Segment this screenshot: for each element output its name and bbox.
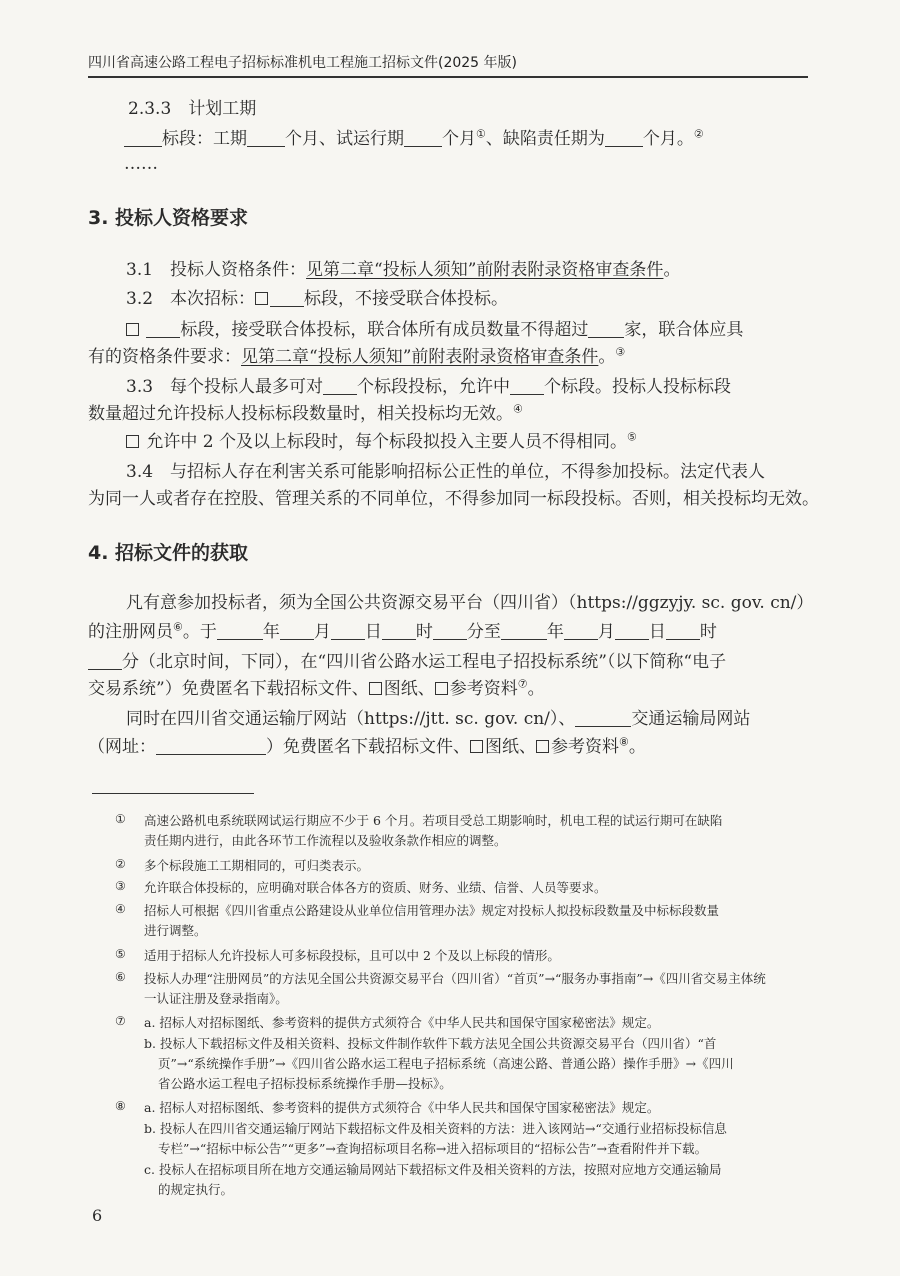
footnote-6-number: ⑥ [115, 970, 126, 984]
footnote-2-number: ② [115, 857, 126, 871]
ellipsis: …… [124, 154, 158, 174]
footnote-5-number: ⑤ [115, 947, 126, 961]
footnote-7-number: ⑦ [115, 1014, 126, 1028]
header-rule [88, 76, 808, 78]
section-4-title: 4. 招标文件的获取 [88, 542, 249, 564]
para-3-3-cont: 数量超过允许投标人投标标段数量时，相关投标均无效。④ [88, 402, 523, 424]
para-4-line5: 同时在四川省交通运输厅网站（https://jtt. sc. gov. cn/）、 交通运输局网站 [126, 709, 751, 729]
footnote-8-line2: b. 投标人在四川省交通运输厅网站下载招标文件及相关资料的方法：进入该网站→“交通行业招标投标信息 [144, 1121, 727, 1136]
footnote-4-line2: 进行调整。 [144, 923, 207, 938]
footnote-7-line1: a. 招标人对招标图纸、参考资料的提供方式须符合《中华人民共和国保守国家秘密法》规定。 [144, 1015, 660, 1030]
para-3-1: 3.1 投标人资格条件：见第二章“投标人须知”前附表附录资格审查条件。 [126, 260, 681, 280]
footnote-8-line1: a. 招标人对招标图纸、参考资料的提供方式须符合《中华人民共和国保守国家秘密法》规定。 [144, 1100, 660, 1115]
footnote-6-line2: 一认证注册及登录指南》。 [144, 991, 288, 1006]
footnote-7-line2: b. 投标人下载招标文件及相关资料、投标文件制作软件下载方法见全国公共资源交易平台（四川省）“首 [144, 1036, 717, 1051]
running-header: 四川省高速公路工程电子招标标准机电工程施工招标文件(2025 年版) [88, 55, 518, 71]
footnote-7-line4: 省公路水运工程电子招标投标系统操作手册—投标》。 [158, 1076, 452, 1091]
checkbox-multi-bid [126, 435, 139, 448]
footnote-2-line1: 多个标段施工工期相同的，可归类表示。 [144, 858, 370, 873]
para-4-line1: 凡有意参加投标者，须为全国公共资源交易平台（四川省）（https://ggzyjy. sc. gov. cn/） [126, 593, 814, 613]
section-2-3-3-line: 标段：工期 个月、试运行期 个月①、缺陷责任期为 个月。② [124, 127, 704, 151]
para-3-4: 3.4 与招标人存在利害关系可能影响招标公正性的单位，不得参加投标。法定代表人 [126, 462, 766, 482]
footnote-rule [92, 793, 254, 794]
para-3-2: 3.2 本次招标： 标段，不接受联合体投标。 [126, 289, 509, 309]
para-3-2-joint: 标段，接受联合体投标，联合体所有成员数量不得超过 家，联合体应具 [126, 318, 743, 342]
page-number: 6 [92, 1206, 103, 1225]
checkbox-joint-bid [126, 323, 139, 336]
para-4-line3: 分（北京时间，下同），在“四川省公路水运工程电子招投标系统”（以下简称“电子 [88, 650, 726, 674]
para-3-2-joint-cont: 有的资格条件要求：见第二章“投标人须知”前附表附录资格审查条件。③ [88, 345, 626, 367]
para-3-4-cont: 为同一人或者存在控股、管理关系的不同单位，不得参加同一标段投标。否则，相关投标均无效。 [88, 489, 819, 509]
para-4-line4: 交易系统”）免费匿名下载招标文件、 图纸、 参考资料⑦。 [88, 677, 545, 699]
checkbox-references [435, 682, 448, 695]
footnote-8-number: ⑧ [115, 1099, 126, 1113]
checkbox-drawings [369, 682, 382, 695]
checkbox-references-2 [536, 740, 549, 753]
footnote-1-number: ① [115, 812, 126, 826]
footnote-8-line3: 专栏”→“招标中标公告”“更多”→查询招标项目名称→进入招标项目的“招标公告”→查看附件并下载。 [158, 1141, 708, 1156]
section-3-title: 3. 投标人资格要求 [88, 207, 249, 229]
footnote-3-line1: 允许联合体投标的，应明确对联合体各方的资质、财务、业绩、信誉、人员等要求。 [144, 880, 607, 895]
section-2-3-3-heading: 2.3.3 计划工期 [128, 99, 257, 119]
para-3-3-option: 允许中 2 个及以上标段时，每个标段拟投入主要人员不得相同。⑤ [126, 430, 637, 454]
footnote-6-line1: 投标人办理“注册网员”的方法见全国公共资源交易平台（四川省）“首页”→“服务办事指南”→《四川省交易主体统 [144, 971, 766, 986]
para-4-line6: （网址： ）免费匿名下载招标文件、 图纸、 参考资料⑧。 [88, 735, 646, 757]
para-3-3: 3.3 每个投标人最多可对 个标段投标，允许中 个标段。投标人投标标段 [126, 377, 732, 397]
footnote-4-line1: 招标人可根据《四川省重点公路建设从业单位信用管理办法》规定对投标人拟投标段数量及中标标段数量 [144, 903, 720, 918]
footnote-3-number: ③ [115, 879, 126, 893]
footnote-8-line4: c. 投标人在招标项目所在地方交通运输局网站下载招标文件及相关资料的方法，按照对应地方交通运输局 [144, 1162, 722, 1177]
footnote-7-line3: 页”→“系统操作手册”→《四川省公路水运工程电子招标系统（高速公路、普通公路）操作手册》→《四川 [158, 1056, 734, 1071]
footnote-1-line2: 责任期内进行，由此各环节工作流程以及验收条款作相应的调整。 [144, 833, 507, 848]
footnote-8-line5: 的规定执行。 [158, 1182, 234, 1197]
checkbox-drawings-2 [470, 740, 483, 753]
checkbox-single-bid [255, 292, 268, 305]
footnote-4-number: ④ [115, 902, 126, 916]
para-4-line2: 的注册网员⑥。于 年 月 日 时 分至 年 月 日 时 [88, 620, 717, 642]
footnote-1-line1: 高速公路机电系统联网试运行期应不少于 6 个月。若项目受总工期影响时，机电工程的试运行期可在缺陷 [144, 813, 723, 828]
footnote-5-line1: 适用于招标人允许投标人可多标段投标，且可以中 2 个及以上标段的情形。 [144, 948, 560, 963]
